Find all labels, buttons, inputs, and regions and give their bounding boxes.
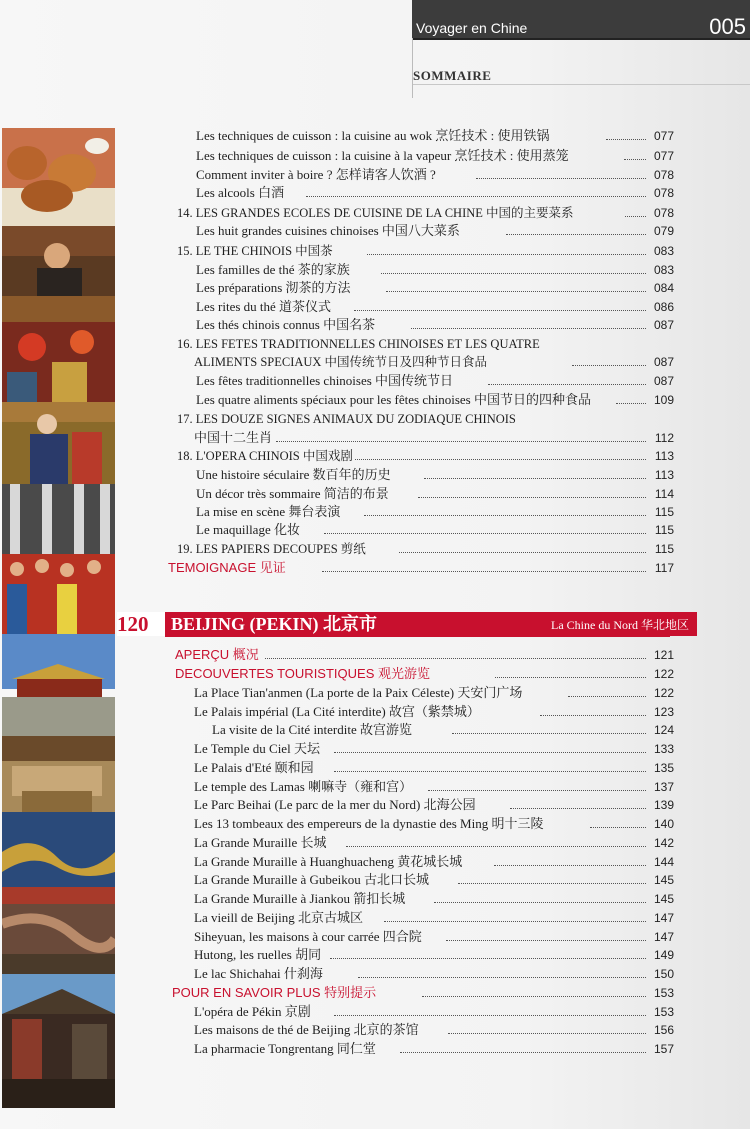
leader-dots [495,677,646,678]
toc-entry-page: 083 [653,244,674,258]
toc-entry-page: 135 [653,761,674,775]
section-heading: SOMMAIRE [413,68,492,83]
toc-entry-title: Les thés chinois connus 中国名茶 [196,317,376,332]
leader-dots [334,752,646,753]
leader-dots [494,865,646,866]
toc-entry-page: 142 [653,836,674,850]
toc-entry-title: APERÇU 概况 [175,647,259,662]
leader-dots [265,658,646,659]
toc-entry-page: 115 [654,505,674,519]
toc-entry[interactable] [194,965,674,985]
toc-entry-page: 087 [653,318,674,332]
toc-entry-title: Les huit grandes cuisines chinoises 中国八大菜系 [196,223,460,238]
leader-dots [346,846,646,847]
toc-entry-title: Une histoire séculaire 数百年的历史 [196,467,391,482]
toc-entry-title: Les fêtes traditionnelles chinoises 中国传统节日 [196,373,454,388]
toc-entry-page: 078 [653,168,674,182]
toc-entry-page: 078 [653,206,674,220]
leader-dots [334,1015,646,1016]
chapter-region: La Chine du Nord 华北地区 [551,618,689,632]
toc-entry-page: 079 [653,224,674,238]
toc-entry-title: Le lac Shichahai 什刹海 [194,966,323,981]
toc-entry[interactable] [194,928,674,948]
toc-entry-page: 149 [653,948,674,962]
toc-entry[interactable] [194,815,674,835]
leader-dots [358,977,646,978]
leader-dots [446,940,646,941]
toc-entry-title: La Grande Muraille à Jiankou 箭扣长城 [194,891,406,906]
toc-entry[interactable] [194,909,674,929]
book-title: Voyager en Chine [416,20,528,36]
toc-entry-page: 114 [654,487,674,501]
toc-entry[interactable] [194,703,674,723]
toc-entry-title: Les quatre aliments spéciaux pour les fêtes chinoises 中国节日的四种食品 [196,392,591,407]
toc-entry-page: 084 [653,281,674,295]
leader-dots [334,771,646,772]
toc-entry[interactable] [194,740,674,760]
toc-entry[interactable] [194,778,674,798]
toc-entry-page: 087 [653,374,674,388]
toc-entry-title: Les techniques de cuisson : la cuisine au wok 烹饪技术 : 使用铁锅 [196,128,550,143]
toc-entry-page: 077 [653,129,674,143]
toc-entry-title: Les maisons de thé de Beijing 北京的茶馆 [194,1022,419,1037]
leader-dots [568,696,646,697]
toc-entry-page: 121 [653,648,674,662]
toc-entry-title: Hutong, les ruelles 胡同 [194,947,322,962]
toc-entry-title: Les alcools 白酒 [196,185,285,200]
toc-entry-page: 156 [653,1023,674,1037]
toc-entry[interactable] [194,890,674,910]
toc-entry-title: 19. LES PAPIERS DECOUPES 剪纸 [177,542,366,556]
toc-entry[interactable] [194,834,674,854]
toc-entry[interactable] [194,684,674,704]
toc-entry-title: 18. L'OPERA CHINOIS 中国戏剧 [177,449,353,463]
toc-entry-title: Les 13 tombeaux des empereurs de la dynastie des Ming 明十三陵 [194,816,544,831]
toc-entry[interactable] [194,1021,674,1041]
toc-entry-title: La pharmacie Tongrentang 同仁堂 [194,1041,376,1056]
toc-entry-title: TEMOIGNAGE 见证 [168,560,286,575]
toc-entry[interactable] [194,871,674,891]
toc-entry[interactable] [194,759,674,779]
leader-dots [384,921,646,922]
toc-entry-title-line: 16. LES FETES TRADITIONNELLES CHINOISES ET LES QUATRE [177,337,540,351]
toc-entry-page: 153 [653,1005,674,1019]
toc-entry[interactable] [175,665,674,685]
toc-entry-title: POUR EN SAVOIR PLUS 特别提示 [172,985,377,1000]
toc-entry-page: 078 [653,186,674,200]
toc-entry-page: 139 [653,798,674,812]
toc-entry-page: 087 [653,355,674,369]
toc-entry-title: Comment inviter à boire ? 怎样请客人饮酒 ? [196,167,436,182]
toc-entry-title: DECOUVERTES TOURISTIQUES 观光游览 [175,666,430,681]
toc-entry-page: 083 [653,263,674,277]
toc-entry-title: Le Parc Beihai (Le parc de la mer du Nord) 北海公园 [194,797,476,812]
leader-dots [452,733,646,734]
leader-dots [330,958,646,959]
toc-entry-page: 109 [653,393,674,407]
toc-entry-page: 157 [653,1042,674,1056]
toc-entry-title: La Grande Muraille à Huanghuacheng 黄花城长城 [194,854,463,869]
toc-entry-title: Le Palais impérial (La Cité interdite) 故宫（紫禁城） [194,704,480,719]
toc-entry[interactable] [194,946,674,966]
chapter-page-number: 120 [117,612,165,636]
toc-entry-page: 117 [654,561,674,575]
toc-entry-page: 145 [653,873,674,887]
toc-entry-page: 112 [654,431,674,445]
toc-entry-page: 124 [653,723,674,737]
toc-entry-title: Siheyuan, les maisons à cour carrée 四合院 [194,929,422,944]
toc-entry-page: 115 [654,523,674,537]
toc-entry-page: 153 [653,986,674,1000]
toc-entry[interactable] [194,1003,674,1023]
toc-entry-page: 150 [653,967,674,981]
toc-entry-title: ALIMENTS SPECIAUX 中国传统节日及四种节日食品 [194,355,488,369]
toc-entry-title: Le temple des Lamas 喇嘛寺（雍和宫） [194,779,413,794]
toc-entry[interactable] [194,853,674,873]
toc-entry-page: 122 [653,686,674,700]
toc-entry-title: Les techniques de cuisson : la cuisine à la vapeur 烹饪技术 : 使用蒸笼 [196,148,569,163]
toc-entry[interactable] [194,1040,674,1060]
leader-dots [510,808,646,809]
leader-dots [590,827,646,828]
toc-entry-title: La Grande Muraille à Gubeikou 古北口长城 [194,872,430,887]
toc-entry[interactable] [194,796,674,816]
toc-entry-title: La Place Tian'anmen (La porte de la Paix Céleste) 天安门广场 [194,685,523,700]
toc-entry-title: 15. LE THE CHINOIS 中国茶 [177,244,333,258]
toc-entry-title: La visite de la Cité interdite 故宫游览 [212,722,413,737]
toc-entry-page: 145 [653,892,674,906]
toc-entry-title: La mise en scène 舞台表演 [196,504,341,519]
toc-entry-title: La Grande Muraille 长城 [194,835,327,850]
toc-entry-title: Les préparations 沏茶的方法 [196,280,351,295]
toc-entry-title: Le Palais d'Eté 颐和园 [194,760,314,775]
leader-dots [458,883,646,884]
toc-entry-page: 113 [654,449,674,463]
page-number: 005 [709,14,746,39]
toc-entry-page: 140 [653,817,674,831]
toc-entry-page: 147 [653,911,674,925]
leader-dots [434,902,646,903]
toc-entry[interactable] [172,984,674,1004]
toc-entry-page: 123 [653,705,674,719]
toc-entry-page: 137 [653,780,674,794]
toc-entry-title: Un décor très sommaire 简洁的布景 [196,486,389,501]
toc-entry-page: 115 [654,542,674,556]
leader-dots [428,790,646,791]
toc-entry-page: 144 [653,855,674,869]
toc-entry-page: 113 [654,468,674,482]
toc-entry[interactable] [175,646,674,666]
toc-entry[interactable] [212,721,674,741]
toc-entry-title: L'opéra de Pékin 京剧 [194,1004,311,1019]
toc-entry-page: 077 [653,149,674,163]
toc-entry-page: 147 [653,930,674,944]
toc-entry-page: 122 [653,667,674,681]
toc-entry-title: Les familles de thé 茶的家族 [196,262,350,277]
leader-dots [422,996,646,997]
leader-dots [400,1052,646,1053]
toc-entry-page: 133 [653,742,674,756]
leader-dots [540,715,646,716]
toc-entry-title: 中国十二生肖 [194,430,273,445]
toc-entry-title: Le maquillage 化妆 [196,522,300,537]
toc-entry-title-line: 17. LES DOUZE SIGNES ANIMAUX DU ZODIAQUE CHINOIS [177,412,516,426]
chapter-title: BEIJING (PEKIN) 北京市 [171,614,378,634]
toc-entry-title: La vieill de Beijing 北京古城区 [194,910,363,925]
toc-entry-title: 14. LES GRANDES ECOLES DE CUISINE DE LA CHINE 中国的主要菜系 [177,206,574,220]
toc-entry-title: Le Temple du Ciel 天坛 [194,741,320,756]
toc-entry-title: Les rites du thé 道茶仪式 [196,299,332,314]
leader-dots [448,1033,646,1034]
toc-entry-page: 086 [653,300,674,314]
